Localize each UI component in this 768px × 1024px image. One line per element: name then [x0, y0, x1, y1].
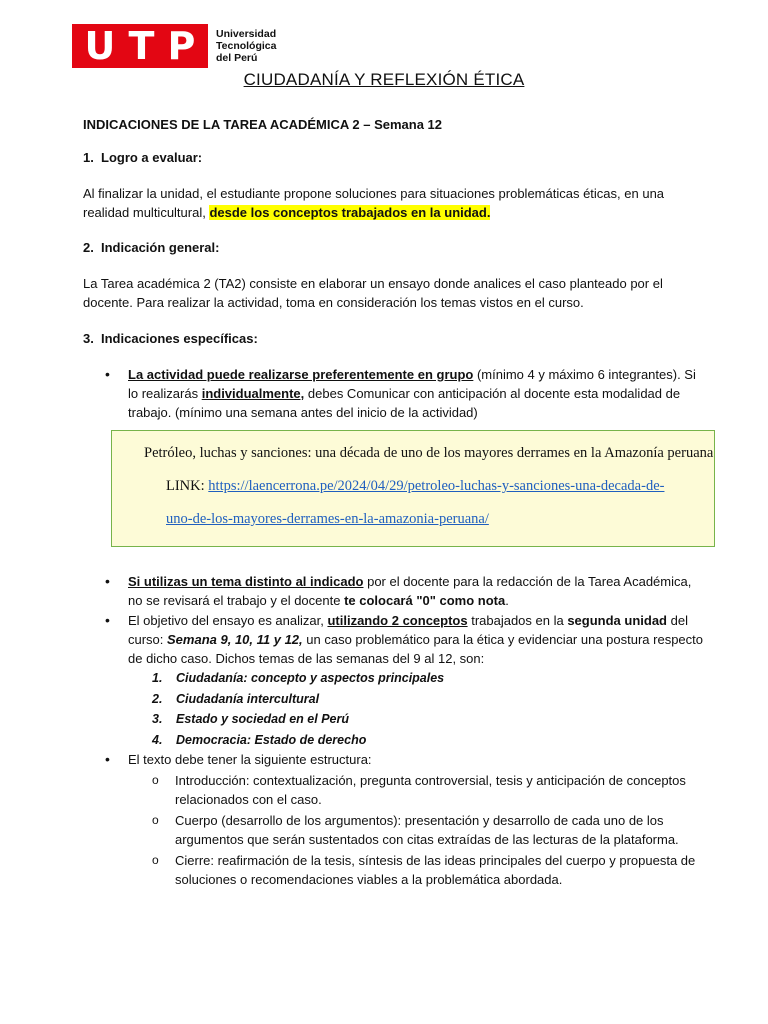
section-1-heading	[83, 148, 703, 167]
case-link-line-1: https://laencerrona.pe/2024/04/29/petroleo-luchas-y-sanciones-una-decada-de-	[208, 478, 665, 494]
topic-number: 4.	[152, 732, 163, 747]
structure-item-closing: o Cierre: reafirmación de la tesis, síntesis de las ideas principales del cuerpo y propuesta de soluciones o recomendaciones viables a la problemática abordada.	[83, 851, 703, 889]
bullet-different-topic	[83, 572, 703, 610]
topics-list	[83, 668, 703, 750]
bullet-3-text-3: del curso:	[128, 613, 688, 647]
section-2-title: Indicación general:	[101, 240, 220, 255]
case-link-line-2: uno-de-los-mayores-derrames-en-la-amazonia-peruana/	[166, 511, 489, 527]
bullet-3-text-1: El objetivo del ensayo es analizar,	[128, 613, 328, 628]
section-1-number: 1.	[83, 150, 94, 165]
section-1-title: Logro a evaluar:	[101, 150, 203, 165]
structure-item-body: o Cuerpo (desarrollo de los argumentos): presentación y desarrollo de cada uno de los argumentos que serán sustentados con citas extraídas de las lecturas de la plataforma.	[83, 811, 703, 849]
section-1-text	[83, 184, 703, 222]
document-body	[83, 115, 714, 889]
case-title: Petróleo, luchas y sanciones: una década de uno de los mayores derrames en la Amazonía peruana	[144, 445, 714, 461]
document-subtitle: INDICACIONES DE LA TAREA ACADÉMICA 2 – Semana 12	[83, 117, 443, 132]
document-title: CIUDADANÍA Y REFLEXIÓN ÉTICA	[243, 70, 525, 89]
logo-letter-u: U	[84, 24, 116, 68]
bullet-2-text-2: .	[505, 593, 509, 608]
topic-label: Ciudadanía intercultural	[176, 691, 320, 706]
section-2-number: 2.	[83, 240, 94, 255]
logo-line-3: del Perú	[216, 52, 258, 64]
topic-number: 1.	[152, 671, 163, 685]
topic-item	[152, 730, 703, 751]
bullet-3-text-4: un caso problemático para la ética y evidenciar una postura respecto de dicho caso. Dichos temas de las semanas del 9 al 12, son:	[128, 632, 703, 666]
bullet-2-text-1: por el docente para la redacción de la Tarea Académica, no se revisará el trabajo y el docente	[128, 574, 692, 608]
bullet-2-bold: te colocará "0" como nota	[344, 593, 506, 608]
topic-label: Democracia: Estado de derecho	[176, 732, 367, 747]
section-1-body: Al finalizar la unidad, el estudiante propone soluciones para situaciones problemáticas éticas, en una realidad multicultural,	[83, 186, 665, 220]
section-2-text: La Tarea académica 2 (TA2) consiste en elaborar un ensayo donde analices el caso planteado por el docente. Para realizar la actividad, toma en consideración los temas vistos en el curso.	[83, 276, 663, 310]
case-link[interactable]	[166, 478, 664, 527]
case-link-label: LINK:	[166, 478, 209, 494]
topic-item	[152, 709, 703, 730]
logo-line-1: Universidad	[216, 28, 277, 40]
bullet-3-underline: utilizando 2 conceptos	[327, 613, 468, 628]
section-3-number: 3.	[83, 331, 94, 346]
case-box	[111, 430, 715, 547]
bullet-1-underline-2: individualmente,	[201, 386, 305, 401]
logo-line-2: Tecnológica	[216, 40, 277, 52]
bullet-objective	[83, 611, 703, 668]
topic-number: 2.	[152, 691, 163, 706]
logo-box	[72, 24, 208, 68]
section-3-heading	[83, 329, 703, 348]
section-1-highlight: desde los conceptos trabajados en la unidad.	[209, 205, 491, 220]
case-link-row	[144, 470, 714, 536]
logo-letter-t: T	[128, 24, 155, 68]
bullet-3-bold-italic: Semana 9, 10, 11 y 12,	[167, 632, 303, 647]
logo-text	[216, 28, 276, 64]
bullet-group-activity	[83, 365, 703, 422]
bullet-3-text-2: trabajados en la	[467, 613, 568, 628]
topic-item	[152, 668, 703, 689]
bullet-1-text-2: debes Comunicar con anticipación al docente esta modalidad de trabajo. (mínimo una semana antes del inicio de la actividad)	[128, 386, 681, 420]
bullet-1-underline-1: La actividad puede realizarse preferentemente en grupo	[128, 367, 474, 382]
bullet-3-bold: segunda unidad	[567, 613, 667, 628]
logo-letter-p: P	[167, 24, 196, 68]
structure-item-intro: o Introducción: contextualización, pregunta controversial, tesis y anticipación de conceptos relacionados con el caso.	[83, 771, 703, 809]
topic-item	[152, 689, 703, 710]
utp-logo	[72, 24, 276, 68]
bullet-1-text-1: (mínimo 4 y máximo 6 integrantes). Si lo realizarás	[128, 367, 696, 401]
section-2-heading	[83, 238, 703, 257]
topic-number: 3.	[152, 712, 163, 726]
section-3-title: Indicaciones específicas:	[101, 331, 258, 346]
bullet-structure: • El texto debe tener la siguiente estructura:	[83, 750, 703, 769]
topic-label: Ciudadanía: concepto y aspectos principales	[176, 671, 445, 685]
bullet-2-underline: Si utilizas un tema distinto al indicado	[128, 574, 364, 589]
topic-label: Estado y sociedad en el Perú	[176, 712, 349, 726]
